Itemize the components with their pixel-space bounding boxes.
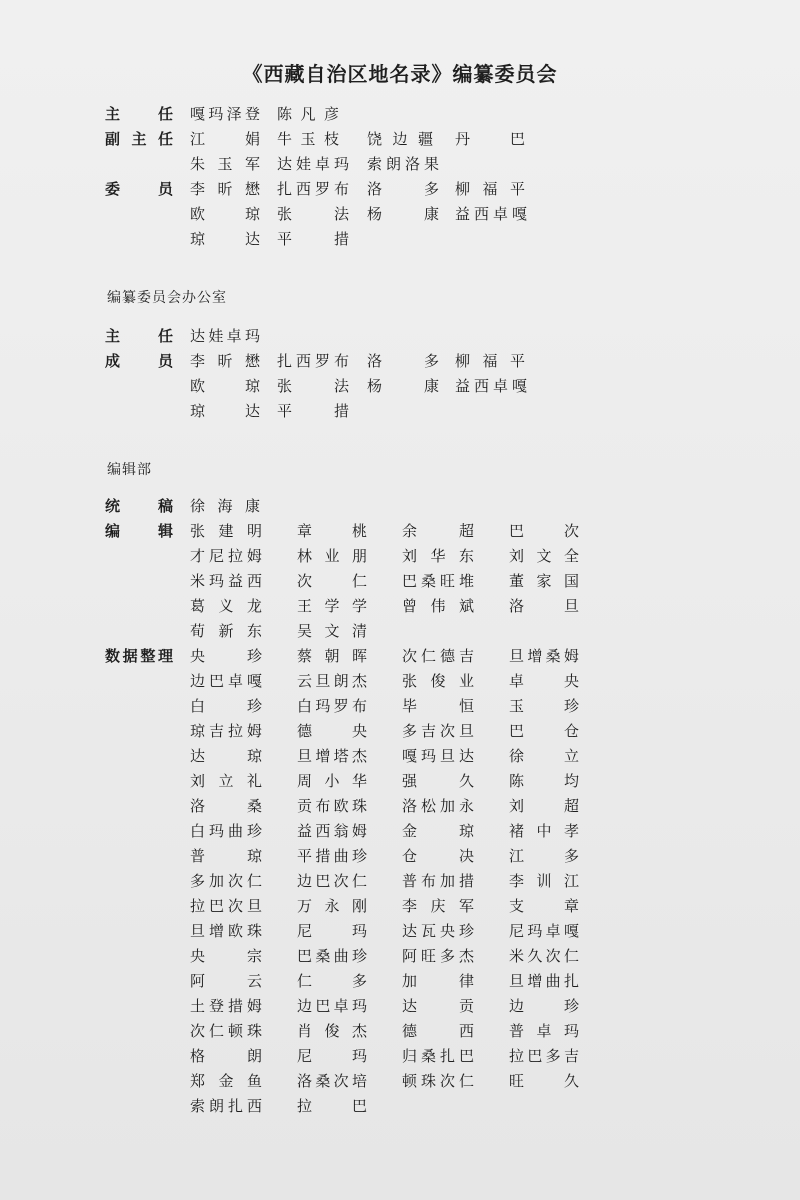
- committee-member-name: 杨 康: [367, 205, 439, 223]
- data-staff-name: 洛 桑: [190, 797, 262, 815]
- office-heading: 编纂委员会办公室: [107, 290, 227, 306]
- data-staff-name: 旺 久: [509, 1072, 579, 1090]
- committee-deputy-name: 牛玉枝: [277, 130, 339, 148]
- data-staff-name: 贡布欧珠: [297, 797, 367, 815]
- committee-member-name: 张 法: [277, 205, 349, 223]
- editor-name: 曾伟斌: [402, 597, 474, 615]
- data-staff-name: 毕 恒: [402, 697, 474, 715]
- data-staff-name: 尼玛卓嘎: [509, 922, 579, 940]
- data-staff-name: 边巴卓嘎: [190, 672, 262, 690]
- committee-deputy-label: 副主任: [105, 130, 173, 148]
- committee-director-label: 主 任: [105, 105, 173, 123]
- data-staff-name: 周小华: [297, 772, 367, 790]
- data-staff-name: 洛桑次培: [297, 1072, 367, 1090]
- editor-name: 才尼拉姆: [190, 547, 262, 565]
- committee-member-name: 扎西罗布: [277, 180, 349, 198]
- data-staff-name: 云旦朗杰: [297, 672, 367, 690]
- data-staff-name: 肖俊杰: [297, 1022, 367, 1040]
- editor-name: 巴桑旺堆: [402, 572, 474, 590]
- data-staff-name: 边 珍: [509, 997, 579, 1015]
- office-director-name: 达娃卓玛: [190, 327, 260, 345]
- office-member-name: 平 措: [277, 402, 349, 420]
- data-staff-name: 达瓦央珍: [402, 922, 474, 940]
- data-staff-name: 阿 云: [190, 972, 262, 990]
- data-staff-name: 白 珍: [190, 697, 262, 715]
- data-staff-name: 李庆军: [402, 897, 474, 915]
- data-staff-name: 旦增欧珠: [190, 922, 262, 940]
- data-staff-name: 边巴次仁: [297, 872, 367, 890]
- data-staff-name: 旦增桑姆: [509, 647, 579, 665]
- data-staff-name: 德 央: [297, 722, 367, 740]
- data-staff-name: 米久次仁: [509, 947, 579, 965]
- editor-name: 荀新东: [190, 622, 262, 640]
- data-staff-name: 江 多: [509, 847, 579, 865]
- data-staff-name: 多加次仁: [190, 872, 262, 890]
- data-staff-name: 益西翁姆: [297, 822, 367, 840]
- data-staff-name: 拉巴多吉: [509, 1047, 579, 1065]
- data-staff-name: 仁 多: [297, 972, 367, 990]
- data-staff-name: 普布加措: [402, 872, 474, 890]
- office-member-name: 益西卓嘎: [455, 377, 527, 395]
- editor-name: 次 仁: [297, 572, 367, 590]
- committee-deputy-name: 丹 巴: [455, 130, 525, 148]
- office-director-label: 主 任: [105, 327, 173, 345]
- data-staff-name: 旦增曲扎: [509, 972, 579, 990]
- data-staff-name: 嘎玛旦达: [402, 747, 474, 765]
- editor-name: 王学学: [297, 597, 367, 615]
- data-staff-name: 李训江: [509, 872, 579, 890]
- data-staff-name: 达 琼: [190, 747, 262, 765]
- editor-name: 董家国: [509, 572, 579, 590]
- data-staff-name: 拉 巴: [297, 1097, 367, 1115]
- editor-name: 刘华东: [402, 547, 474, 565]
- editor-name: 张建明: [190, 522, 262, 540]
- committee-member-name: 洛 多: [367, 180, 439, 198]
- committee-member-name: 平 措: [277, 230, 349, 248]
- editorial-chief-name: 徐海康: [190, 497, 260, 515]
- data-staff-name: 支 章: [509, 897, 579, 915]
- data-staff-name: 蔡朝晖: [297, 647, 367, 665]
- office-member-name: 欧 琼: [190, 377, 260, 395]
- data-staff-name: 强 久: [402, 772, 474, 790]
- data-staff-name: 巴桑曲珍: [297, 947, 367, 965]
- editor-name: 刘文全: [509, 547, 579, 565]
- office-member-name: 洛 多: [367, 352, 439, 370]
- data-staff-name: 白玛曲珍: [190, 822, 262, 840]
- editor-name: 葛义龙: [190, 597, 262, 615]
- data-staff-name: 归桑扎巴: [402, 1047, 474, 1065]
- data-staff-name: 陈 均: [509, 772, 579, 790]
- editor-name: 吴文清: [297, 622, 367, 640]
- data-staff-name: 刘 超: [509, 797, 579, 815]
- data-staff-name: 次仁德吉: [402, 647, 474, 665]
- committee-director-name: 嘎玛泽登: [190, 105, 260, 123]
- committee-member-name: 琼 达: [190, 230, 260, 248]
- editor-name: 洛 旦: [509, 597, 579, 615]
- data-staff-name: 白玛罗布: [297, 697, 367, 715]
- data-staff-name: 万永刚: [297, 897, 367, 915]
- editorial-data-label: 数据整理: [105, 647, 173, 665]
- data-staff-name: 琼吉拉姆: [190, 722, 262, 740]
- data-staff-name: 卓 央: [509, 672, 579, 690]
- data-staff-name: 次仁顿珠: [190, 1022, 262, 1040]
- office-member-name: 柳福平: [455, 352, 525, 370]
- committee-deputy-name: 江 娟: [190, 130, 260, 148]
- page-title: 《西藏自治区地名录》编纂委员会: [242, 62, 558, 86]
- editor-name: 巴 次: [509, 522, 579, 540]
- editor-name: 林业朋: [297, 547, 367, 565]
- data-staff-name: 徐 立: [509, 747, 579, 765]
- data-staff-name: 旦增塔杰: [297, 747, 367, 765]
- data-staff-name: 索朗扎西: [190, 1097, 262, 1115]
- committee-member-name: 欧 琼: [190, 205, 260, 223]
- office-member-name: 张 法: [277, 377, 349, 395]
- data-staff-name: 金 琼: [402, 822, 474, 840]
- committee-member-name: 益西卓嘎: [455, 205, 527, 223]
- office-member-label: 成 员: [105, 352, 173, 370]
- data-staff-name: 尼 玛: [297, 922, 367, 940]
- data-staff-name: 玉 珍: [509, 697, 579, 715]
- data-staff-name: 多吉次旦: [402, 722, 474, 740]
- data-staff-name: 达 贡: [402, 997, 474, 1015]
- editorial-editor-label: 编 辑: [105, 522, 173, 540]
- office-member-name: 琼 达: [190, 402, 260, 420]
- editor-name: 米玛益西: [190, 572, 262, 590]
- data-staff-name: 普 琼: [190, 847, 262, 865]
- committee-member-label: 委 员: [105, 180, 173, 198]
- data-staff-name: 洛松加永: [402, 797, 474, 815]
- data-staff-name: 仓 决: [402, 847, 474, 865]
- office-member-name: 杨 康: [367, 377, 439, 395]
- data-staff-name: 张俊业: [402, 672, 474, 690]
- committee-director-name: 陈凡彦: [277, 105, 339, 123]
- office-member-name: 李昕懋: [190, 352, 260, 370]
- data-staff-name: 褚中孝: [509, 822, 579, 840]
- committee-deputy-name: 达娃卓玛: [277, 155, 349, 173]
- committee-deputy-name: 索朗洛果: [367, 155, 439, 173]
- data-staff-name: 格 朗: [190, 1047, 262, 1065]
- data-staff-name: 尼 玛: [297, 1047, 367, 1065]
- data-staff-name: 巴 仓: [509, 722, 579, 740]
- data-staff-name: 阿旺多杰: [402, 947, 474, 965]
- data-staff-name: 拉巴次旦: [190, 897, 262, 915]
- data-staff-name: 平措曲珍: [297, 847, 367, 865]
- editor-name: 余 超: [402, 522, 474, 540]
- data-staff-name: 边巴卓玛: [297, 997, 367, 1015]
- committee-deputy-name: 朱玉军: [190, 155, 260, 173]
- data-staff-name: 央 宗: [190, 947, 262, 965]
- office-member-name: 扎西罗布: [277, 352, 349, 370]
- editorial-heading: 编辑部: [107, 462, 152, 478]
- editor-name: 章 桃: [297, 522, 367, 540]
- editorial-chief-label: 统 稿: [105, 497, 173, 515]
- data-staff-name: 顿珠次仁: [402, 1072, 474, 1090]
- committee-deputy-name: 饶边疆: [367, 130, 433, 148]
- data-staff-name: 土登措姆: [190, 997, 262, 1015]
- committee-member-name: 柳福平: [455, 180, 525, 198]
- data-staff-name: 德 西: [402, 1022, 474, 1040]
- data-staff-name: 央 珍: [190, 647, 262, 665]
- data-staff-name: 郑金鱼: [190, 1072, 262, 1090]
- data-staff-name: 加 律: [402, 972, 474, 990]
- committee-member-name: 李昕懋: [190, 180, 260, 198]
- data-staff-name: 普卓玛: [509, 1022, 579, 1040]
- data-staff-name: 刘立礼: [190, 772, 262, 790]
